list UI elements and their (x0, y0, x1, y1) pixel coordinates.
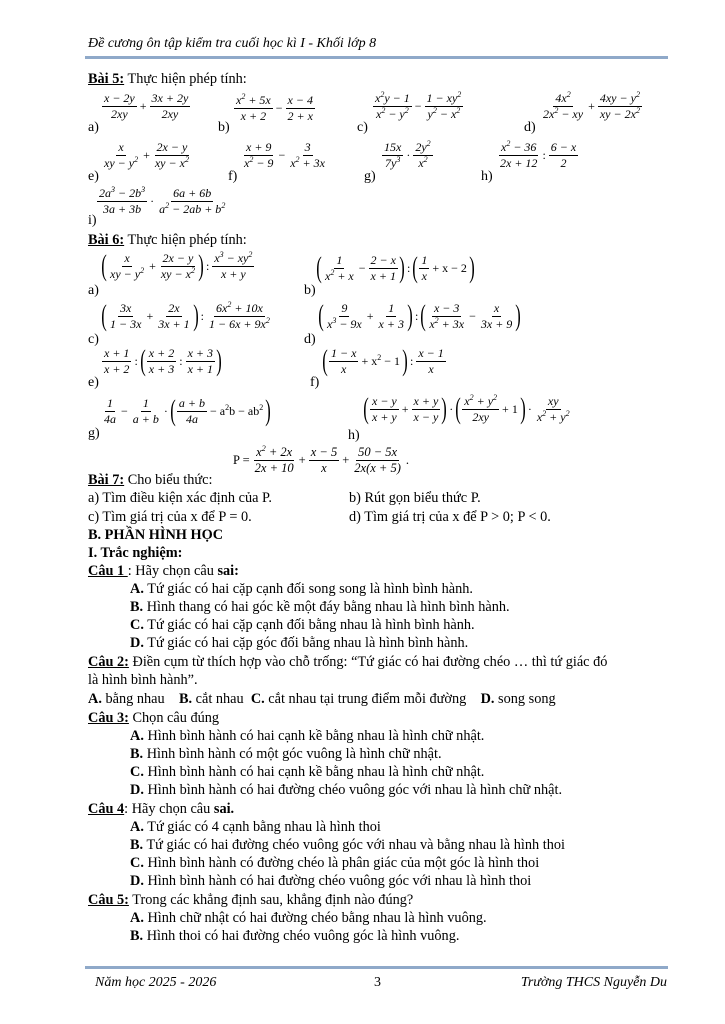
question-1: Câu 1 : Hãy chọn câu sai: (88, 563, 239, 579)
expr-5e: x xy − $y^2$ + $\frac{2x - y}{xy - x^2}$ (104, 140, 189, 170)
label-5e: e) (88, 169, 99, 184)
exercise-7a: a) Tìm điều kiện xác định của P. (88, 490, 272, 506)
question-2: Câu 2: Điền cụm từ thích hợp vào chỗ trống: “Tứ giác có hai đường chéo … thì tứ giác đó (88, 654, 608, 670)
expr-7-P: P = $\frac{x^2 + 2x}{2x + 10}$ + $\frac{x - 5}{x}$ + $\frac{50 - 5x}{2x(x + 5)}$ . (233, 443, 409, 475)
exercise-7-heading: Bài 7: Cho biểu thức: (88, 472, 213, 488)
expr-5h: $x^2 - 36$ 2x + 12 : 6 − x 2 (500, 139, 577, 170)
expr-5b: $x^2 + 5x$ x + 2 − $\frac{x - 4}{2 + x}$ (236, 92, 313, 123)
label-5g: g) (364, 169, 376, 184)
label-5i: i) (88, 213, 97, 228)
expr-6b: ( 1 $x^2 + x$ − $\frac{2 - x}{x + 1}$ ) : ( 1 x + x − 2 ) (316, 251, 475, 284)
exercise-7d: d) Tìm giá trị của x để P > 0; P < 0. (349, 509, 551, 525)
q4-option-a: A. Tứ giác có 4 cạnh bằng nhau là hình thoi (130, 819, 381, 835)
label-6e: e) (88, 375, 99, 390)
q4-option-c: C. Hình bình hành có đường chéo là phân giác của một góc là hình thoi (130, 855, 540, 871)
exercise-5-heading: Bài 5: Thực hiện phép tính: (88, 71, 247, 87)
q1-option-c: C. Tứ giác có hai cặp cạnh đối bằng nhau là hình bình hành. (130, 617, 475, 633)
footer-year: Năm học 2025 - 2026 (95, 975, 217, 990)
label-5h: h) (481, 169, 493, 184)
q3-option-c: C. Hình bình hành có hai cạnh kề bằng nhau là hình chữ nhật. (130, 764, 485, 780)
expr-6f: ( 1 − x x + $x^2 - 1$ ) : x − 1 x (322, 344, 444, 377)
label-5b: b) (218, 120, 230, 135)
q2-options: A. bằng nhau B. cắt nhau C. cắt nhau tại trung điểm mỗi đường D. song song (88, 691, 556, 707)
question-4: Câu 4: Hãy chọn câu sai. (88, 801, 235, 817)
exercise-7b: b) Rút gọn biểu thức P. (349, 490, 481, 506)
question-5: Câu 5: Trong các khẳng định sau, khẳng định nào đúng? (88, 892, 414, 908)
label-6g: g) (88, 426, 100, 441)
label-6c: c) (88, 332, 99, 347)
expr-5g: 15x $7y^3$ · $2y^2$ $x^2$ (384, 139, 431, 170)
question-3: Câu 3: Chọn câu đúng (88, 710, 220, 726)
expr-6e: x + 1 x + 2 : ( x + 2 x + 3 : x + 3 x + 1 ) (104, 344, 222, 377)
footer-divider (85, 966, 668, 969)
label-6h: h) (348, 428, 360, 443)
q5-option-b: B. Hình thoi có hai đường chéo vuông góc là hình vuông. (130, 928, 460, 944)
section-i-heading: I. Trắc nghiệm: (88, 545, 183, 561)
q3-option-a: A. Hình bình hành có hai cạnh kề bằng nhau là hình chữ nhật. (130, 728, 485, 744)
expr-6c: ( 3x 1 − 3x + $\frac{2x}{3x + 1}$ ) : $6x^2 + 10x$ $1 - 6x + 9x^2$ (101, 299, 270, 332)
expr-5c: $x^2y - 1$ $x^2 - y^2$ − $\frac{1 - xy^2}{y^2 - x^2}$ (375, 90, 462, 121)
q1-option-a: A. Tứ giác có hai cặp cạnh đối song song là hình bình hành. (130, 581, 473, 597)
label-6d: d) (304, 332, 316, 347)
expr-5f: x + 9 $x^2 - 9$ − $\frac{3}{x^2 + 3x}$ (244, 140, 325, 170)
footer-page-number: 3 (374, 975, 381, 990)
label-5a: a) (88, 120, 99, 135)
part-b-heading: B. PHẦN HÌNH HỌC (88, 527, 224, 543)
header-divider (85, 56, 668, 59)
page-header-title: Đề cương ôn tập kiểm tra cuối học kì I - Khối lớp 8 (88, 36, 377, 51)
q5-option-a: A. Hình chữ nhật có hai đường chéo bằng nhau là hình vuông. (130, 910, 487, 926)
exercise-6-heading: Bài 6: Thực hiện phép tính: (88, 232, 247, 248)
expr-6a: ( x xy − $y^2$ + $\frac{2x - y}{xy - x^2}$ ) : $x^3 - xy^2$ x + y (101, 249, 253, 282)
q4-option-d: D. Hình bình hành có hai đường chéo vuông góc với nhau là hình thoi (130, 873, 532, 889)
label-6a: a) (88, 283, 99, 298)
label-5f: f) (228, 169, 238, 184)
expr-5d: $4x^2$ $2x^2$ − xy + $\frac{4xy - y^2}{xy - 2x^2}$ (543, 90, 640, 121)
q1-option-b: B. Hình thang có hai góc kề một đáy bằng nhau là hình bình hành. (130, 599, 510, 615)
q3-option-b: B. Hình bình hành có một góc vuông là hình chữ nhật. (130, 746, 442, 762)
expr-5i: $2a^3 - 2b^3$ 3a + 3b · 6a + 6b $a^2 - 2ab + b^2$ (99, 185, 226, 216)
question-2-cont: là hình bình hành”. (88, 672, 198, 688)
expr-6g: 1 4a − $\frac{1}{a + b}$ · ( a + b 4a − $a^2b - ab^2$ ) (104, 394, 271, 427)
label-6f: f) (310, 375, 320, 390)
expr-6d: ( 9 $x^3 - 9x$ + $\frac{1}{x + 3}$ ) : ( x − 3 $x^2 + 3x$ − $\frac{x}{3x + 9}$ ) (318, 299, 522, 332)
q3-option-d: D. Hình bình hành có hai đường chéo vuông góc với nhau là hình chữ nhật. (130, 782, 563, 798)
exercise-7c: c) Tìm giá trị của x để P = 0. (88, 509, 252, 525)
label-6b: b) (304, 283, 316, 298)
expr-6h: ( x − y x + y + $\frac{x + y}{x - y}$ ) · ( $x^2 + y^2$ 2xy + 1 ) · xy $x^2 + y^2$ (363, 392, 570, 425)
footer-school: Trường THCS Nguyễn Du (520, 975, 667, 990)
expr-5a: x − 2y 2xy + $\frac{3x + 2y}{2xy}$ (104, 91, 189, 121)
label-5c: c) (357, 120, 368, 135)
q1-option-d: D. Tứ giác có hai cặp góc đối bằng nhau là hình bình hành. (130, 635, 469, 651)
label-5d: d) (524, 120, 536, 135)
q4-option-b: B. Tứ giác có hai đường chéo vuông góc với nhau và bằng nhau là hình thoi (130, 837, 565, 853)
